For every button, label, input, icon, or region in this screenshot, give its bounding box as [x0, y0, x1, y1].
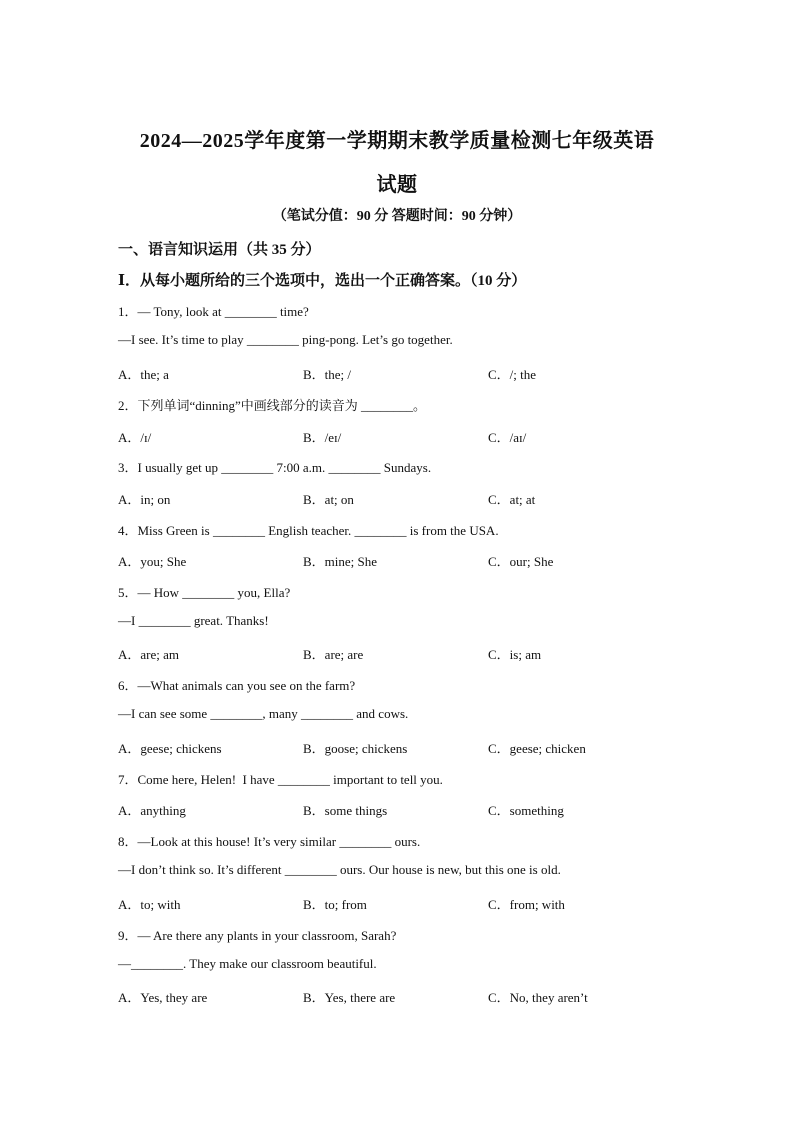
- answer-option-c: C．/aɪ/: [488, 430, 527, 445]
- question-stem: 9．— Are there any plants in your classroom, Sarah?: [118, 928, 397, 943]
- answer-option-c: C．No, they aren’t: [488, 990, 588, 1005]
- answer-option-c: C．our; She: [488, 554, 554, 569]
- answer-option-c: C．geese; chicken: [488, 741, 586, 756]
- question-reply: —I see. It’s time to play ________ ping-pong. Let’s go together.: [118, 332, 453, 347]
- answer-option-a: A．geese; chickens: [118, 741, 222, 756]
- answer-option-a: A．Yes, they are: [118, 990, 208, 1005]
- section-heading: 一、语言知识运用（共 35 分）: [118, 242, 321, 258]
- answer-option-c: C．at; at: [488, 492, 536, 507]
- answer-option-b: B．at; on: [303, 492, 354, 507]
- question-stem: 1．— Tony, look at ________ time?: [118, 304, 309, 319]
- question-stem: 6．—What animals can you see on the farm?: [118, 678, 356, 693]
- answer-option-a: A．/ɪ/: [118, 430, 152, 445]
- question-reply: —I can see some ________, many ________ and cows.: [118, 706, 409, 721]
- exam-subtitle: （笔试分值：90 分 答题时间：90 分钟）: [272, 209, 522, 224]
- answer-option-a: A．you; She: [118, 554, 187, 569]
- answer-option-b: B．some things: [303, 803, 388, 818]
- answer-option-c: C．from; with: [488, 897, 565, 912]
- answer-option-a: A．in; on: [118, 492, 171, 507]
- answer-option-a: A．to; with: [118, 897, 181, 912]
- question-stem: 4．Miss Green is ________ English teacher. ________ is from the USA.: [118, 523, 499, 538]
- answer-option-c: C．is; am: [488, 647, 542, 662]
- exam-title-continued: 试题: [376, 174, 418, 196]
- answer-option-a: A．the; a: [118, 367, 169, 382]
- answer-option-c: C．something: [488, 803, 564, 818]
- answer-option-b: B．/eɪ/: [303, 430, 342, 445]
- answer-option-b: B．are; are: [303, 647, 364, 662]
- answer-option-a: A．anything: [118, 803, 186, 818]
- answer-option-b: B．the; /: [303, 367, 352, 382]
- answer-option-b: B．Yes, there are: [303, 990, 396, 1005]
- question-stem: 8．—Look at this house! It’s very similar ________ ours.: [118, 834, 421, 849]
- answer-option-a: A．are; am: [118, 647, 180, 662]
- answer-option-b: B．mine; She: [303, 554, 378, 569]
- answer-option-b: B．goose; chickens: [303, 741, 408, 756]
- question-reply: —I don’t think so. It’s different ________ ours. Our house is new, but this one is old.: [118, 862, 561, 877]
- question-reply: —________. They make our classroom beautiful.: [118, 956, 377, 971]
- part-heading: Ⅰ．从每小题所给的三个选项中，选出一个正确答案。（10 分）: [118, 273, 527, 289]
- answer-option-b: B．to; from: [303, 897, 367, 912]
- question-stem: 7．Come here, Helen! I have ________ important to tell you.: [118, 772, 443, 787]
- question-reply: —I ________ great. Thanks!: [118, 613, 269, 628]
- question-stem: 3．I usually get up ________ 7:00 a.m. ________ Sundays.: [118, 460, 432, 475]
- answer-option-c: C．/; the: [488, 367, 537, 382]
- question-stem: 5．— How ________ you, Ella?: [118, 585, 291, 600]
- exam-title: 2024—2025学年度第一学期期末教学质量检测七年级英语: [139, 130, 655, 152]
- question-stem: 2．下列单词“dinning”中画线部分的读音为 ________。: [118, 398, 427, 413]
